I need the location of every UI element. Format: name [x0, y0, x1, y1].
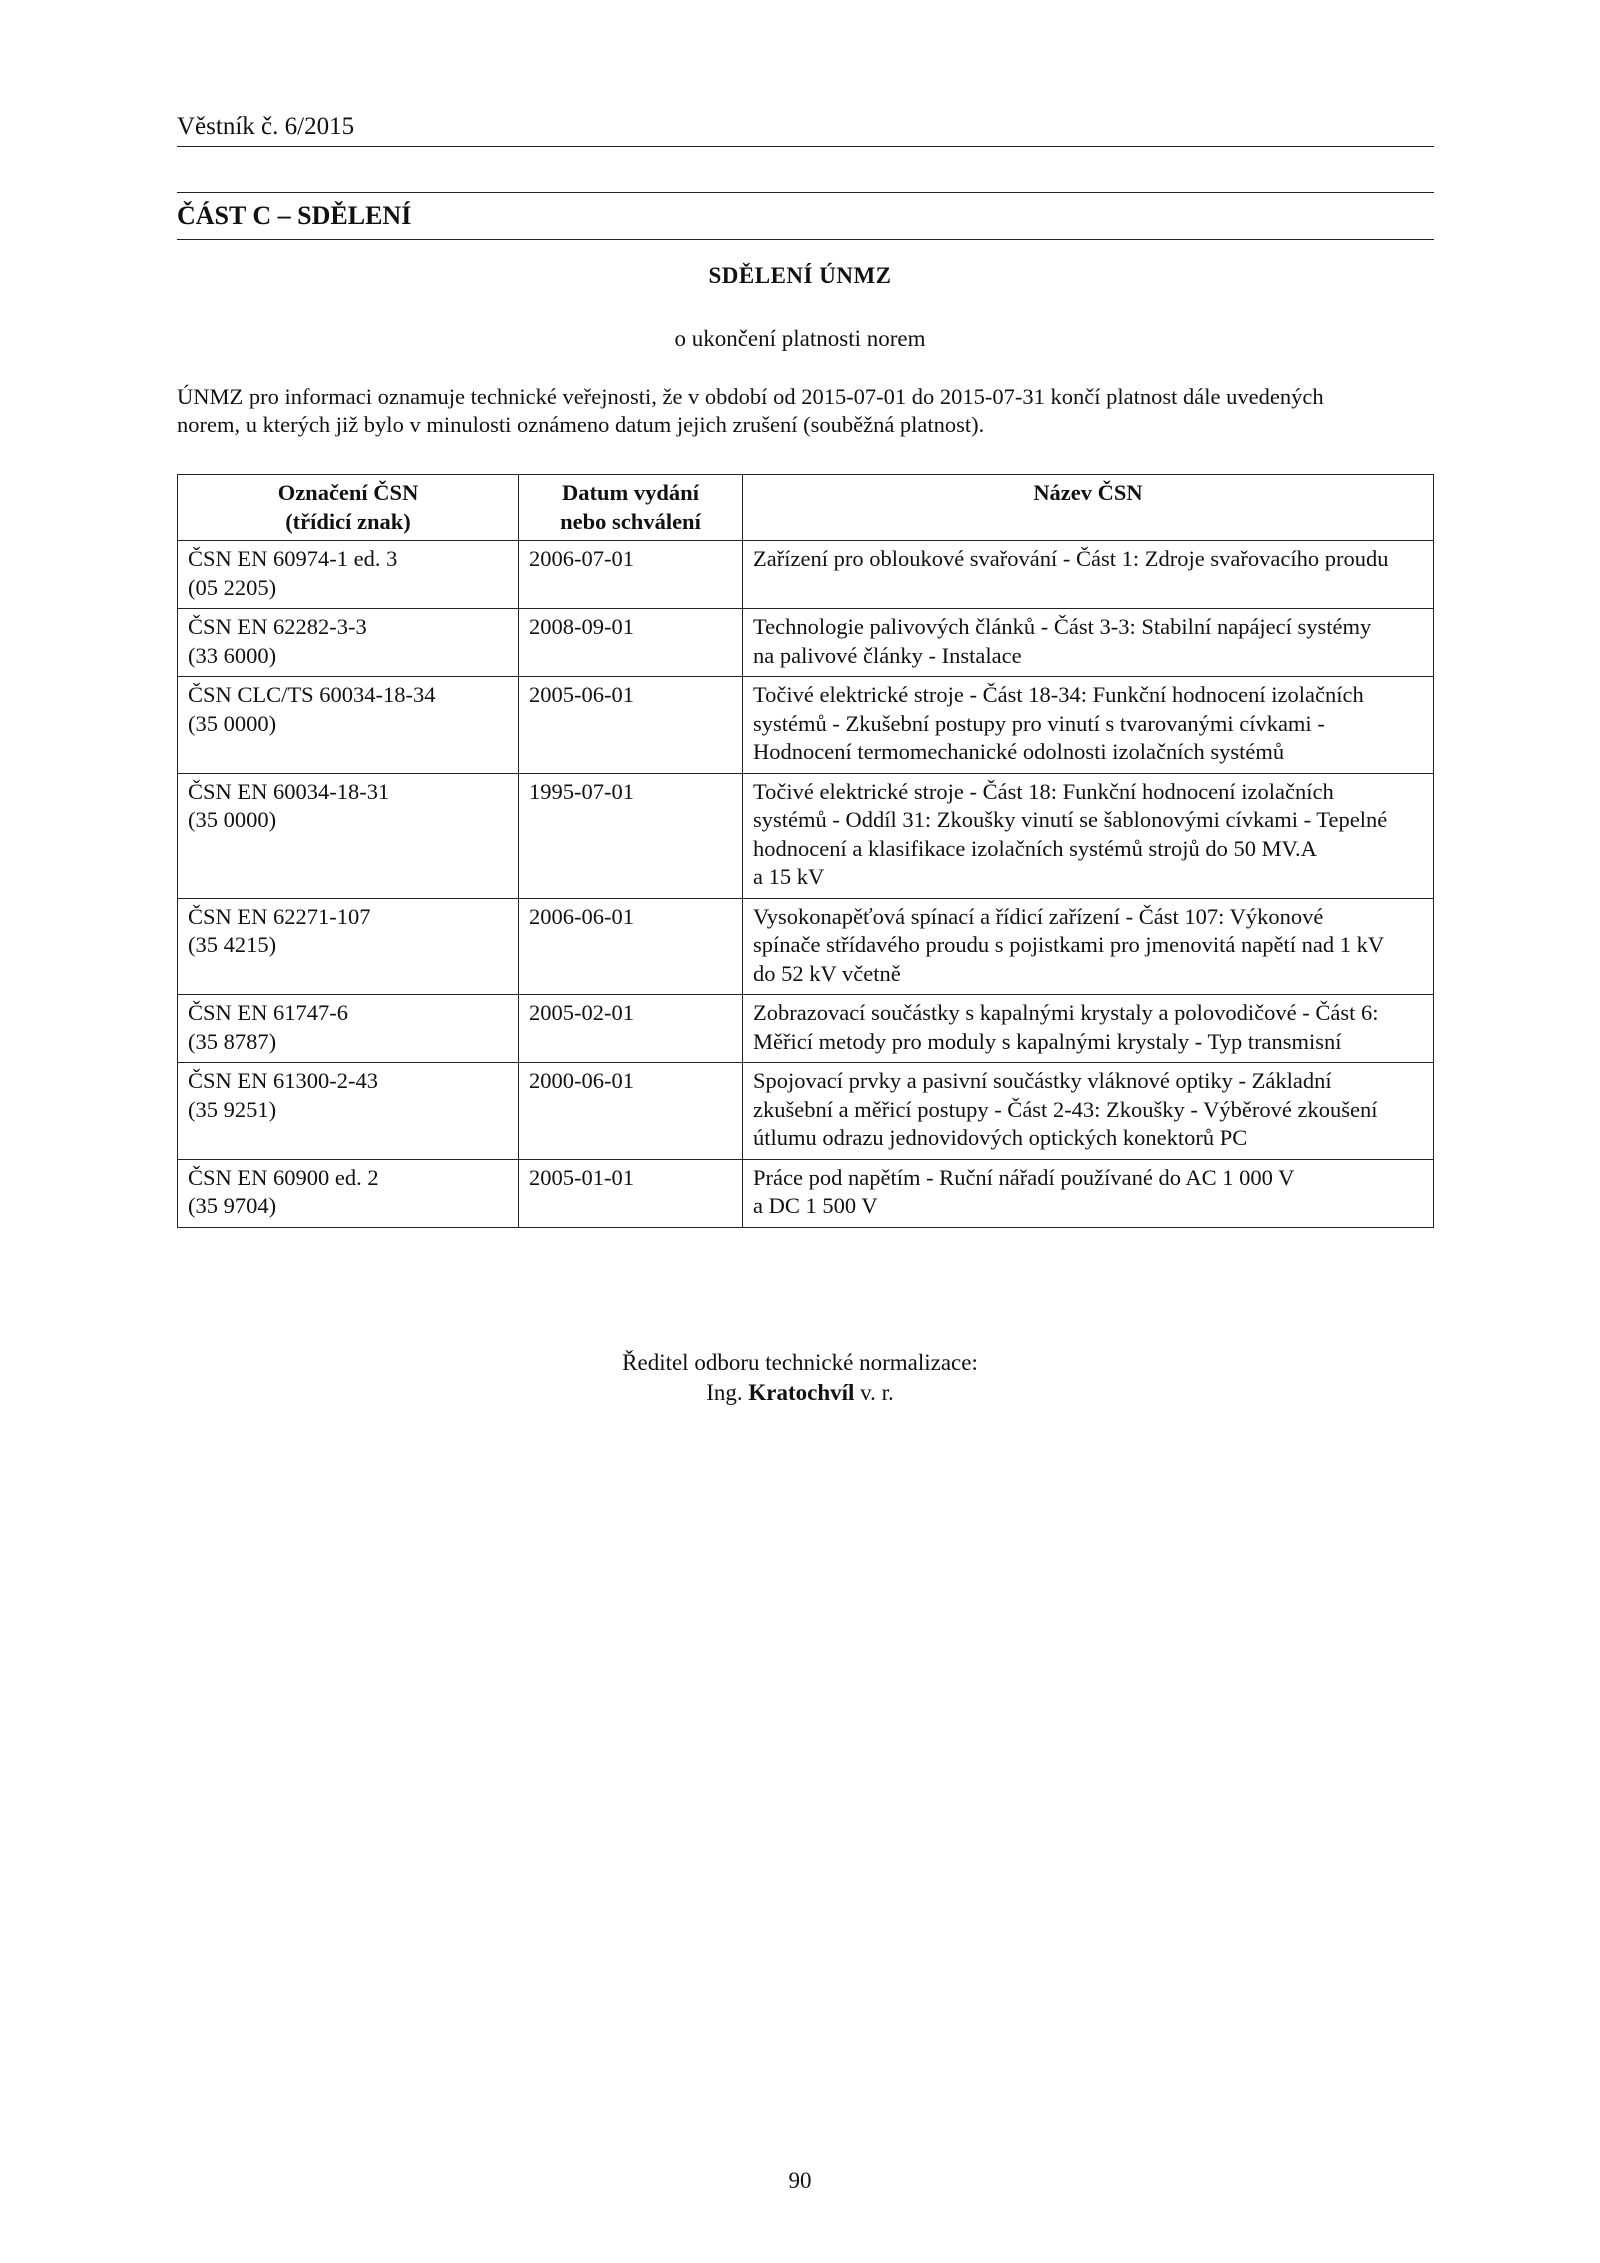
norm-code: ČSN EN 60900 ed. 2 — [188, 1164, 379, 1190]
table-row — [178, 1159, 1434, 1227]
cell-designation — [178, 609, 519, 677]
cell-title — [743, 541, 1434, 609]
norm-class: (35 9251) — [188, 1096, 277, 1122]
section-rule-top — [177, 192, 1434, 193]
signature-role: Ředitel odboru technické normalizace: — [622, 1350, 978, 1375]
norm-class: (35 9704) — [188, 1193, 277, 1218]
norm-title-line: a 15 kV — [753, 864, 825, 889]
table-body — [178, 541, 1434, 1228]
notice-title: SDĚLENÍ ÚNMZ — [708, 263, 892, 288]
cell-designation — [178, 677, 519, 774]
norm-class: (35 0000) — [188, 710, 277, 736]
norm-class: (35 4215) — [188, 932, 277, 957]
signature-block — [0, 1348, 1600, 1408]
header-designation: Označení ČSN (třídicí znak) — [178, 475, 519, 541]
norm-title-line: útlumu odrazu jednovidových optických konektorů PC — [753, 1125, 1248, 1150]
cell-title — [743, 677, 1434, 774]
norm-code: ČSN EN 60034-18-31 — [188, 778, 390, 804]
norm-title-line: Vysokonapěťová spínací a řídicí zařízení - Část 107: Výkonové — [753, 903, 1324, 929]
cell-designation — [178, 541, 519, 609]
cell-designation — [178, 1159, 519, 1227]
norm-code: ČSN EN 62271-107 — [188, 903, 371, 929]
norm-title-line: na palivové články - Instalace — [753, 642, 1022, 668]
norm-code: ČSN EN 61300-2-43 — [188, 1068, 378, 1093]
norm-code: ČSN EN 62282-3-3 — [188, 614, 367, 639]
norm-title-line: do 52 kV včetně — [753, 960, 901, 986]
section-rule-bottom — [177, 239, 1434, 240]
cell-title — [743, 995, 1434, 1063]
norm-title-line: Spojovací prvky a pasivní součástky vláknové optiky - Základní — [753, 1068, 1332, 1093]
header-date: Datum vydání nebo schválení — [519, 475, 743, 541]
norm-class: (35 8787) — [188, 1028, 277, 1054]
norm-code: ČSN EN 61747-6 — [188, 1000, 349, 1025]
cell-title — [743, 1159, 1434, 1227]
norm-title-line: a DC 1 500 V — [753, 1193, 878, 1218]
table-row — [178, 1063, 1434, 1160]
signature-prefix: Ing. — [706, 1380, 743, 1405]
norm-class: (05 2205) — [188, 574, 277, 600]
header-rule — [177, 146, 1434, 147]
norm-title-line: systémů - Zkušební postupy pro vinutí s tvarovanými cívkami - — [753, 710, 1325, 736]
norm-code: ČSN CLC/TS 60034-18-34 — [188, 682, 436, 707]
intro-line: norem, u kterých již bylo v minulosti oznámeno datum jejich zrušení (souběžná platnost). — [177, 412, 985, 437]
norm-title-line: Točivé elektrické stroje - Část 18-34: Funkční hodnocení izolačních — [753, 682, 1364, 707]
table-row — [178, 541, 1434, 609]
cell-date: 2005-06-01 — [519, 677, 743, 774]
norm-class: (33 6000) — [188, 642, 277, 668]
intro-paragraph — [177, 383, 1434, 439]
cell-title — [743, 773, 1434, 898]
cell-title — [743, 898, 1434, 995]
norm-title-line: Práce pod napětím - Ruční nářadí používané do AC 1 000 V — [753, 1164, 1295, 1190]
cell-date: 2006-06-01 — [519, 898, 743, 995]
table-row — [178, 609, 1434, 677]
header-title: Název ČSN — [743, 475, 1434, 541]
norm-title-line: systémů - Oddíl 31: Zkoušky vinutí se šablonovými cívkami - Tepelné — [753, 807, 1388, 832]
cell-date: 1995-07-01 — [519, 773, 743, 898]
cell-title — [743, 609, 1434, 677]
signature-name: Kratochvíl — [748, 1380, 855, 1405]
cell-designation — [178, 773, 519, 898]
norm-title-line: Zobrazovací součástky s kapalnými krystaly a polovodičové - Část 6: — [753, 1000, 1379, 1025]
cell-designation — [178, 898, 519, 995]
norm-title-line: Měřicí metody pro moduly s kapalnými krystaly - Typ transmisní — [753, 1028, 1342, 1054]
table-header-row — [178, 475, 1434, 541]
table-row — [178, 995, 1434, 1063]
table-row — [178, 677, 1434, 774]
notice-subtitle: o ukončení platnosti norem — [674, 326, 926, 351]
norm-title-line: zkušební a měřicí postupy - Část 2-43: Zkoušky - Výběrové zkoušení — [753, 1096, 1378, 1122]
cell-title — [743, 1063, 1434, 1160]
signature-name-line — [0, 1378, 1600, 1408]
norms-table — [177, 474, 1434, 1228]
cell-date: 2006-07-01 — [519, 541, 743, 609]
norm-class: (35 0000) — [188, 807, 277, 832]
norm-code: ČSN EN 60974-1 ed. 3 — [188, 546, 398, 571]
cell-date: 2008-09-01 — [519, 609, 743, 677]
table-row — [178, 773, 1434, 898]
cell-date: 2005-02-01 — [519, 995, 743, 1063]
norm-title-line: Zařízení pro obloukové svařování - Část 1: Zdroje svařovacího proudu — [753, 546, 1389, 571]
norm-title-line: hodnocení a klasifikace izolačních systémů strojů do 50 MV.A — [753, 835, 1317, 861]
cell-designation — [178, 995, 519, 1063]
signature-suffix: v. r. — [860, 1380, 894, 1405]
cell-date: 2005-01-01 — [519, 1159, 743, 1227]
running-header: Věstník č. 6/2015 — [177, 113, 355, 140]
intro-line: ÚNMZ pro informaci oznamuje technické veřejnosti, že v období od 2015-07-01 do 2015-07-31 končí platnost dále uvedených — [177, 384, 1324, 409]
norm-title-line: Technologie palivových článků - Část 3-3: Stabilní napájecí systémy — [753, 614, 1372, 639]
page-number: 90 — [788, 2168, 812, 2193]
cell-designation — [178, 1063, 519, 1160]
cell-date: 2000-06-01 — [519, 1063, 743, 1160]
table-row — [178, 898, 1434, 995]
section-title: ČÁST C – SDĚLENÍ — [177, 201, 412, 230]
norm-title-line: Hodnocení termomechanické odolnosti izolačních systémů — [753, 739, 1285, 764]
norm-title-line: Točivé elektrické stroje - Část 18: Funkční hodnocení izolačních — [753, 778, 1334, 804]
norm-title-line: spínače střídavého proudu s pojistkami pro jmenovitá napětí nad 1 kV — [753, 932, 1385, 957]
